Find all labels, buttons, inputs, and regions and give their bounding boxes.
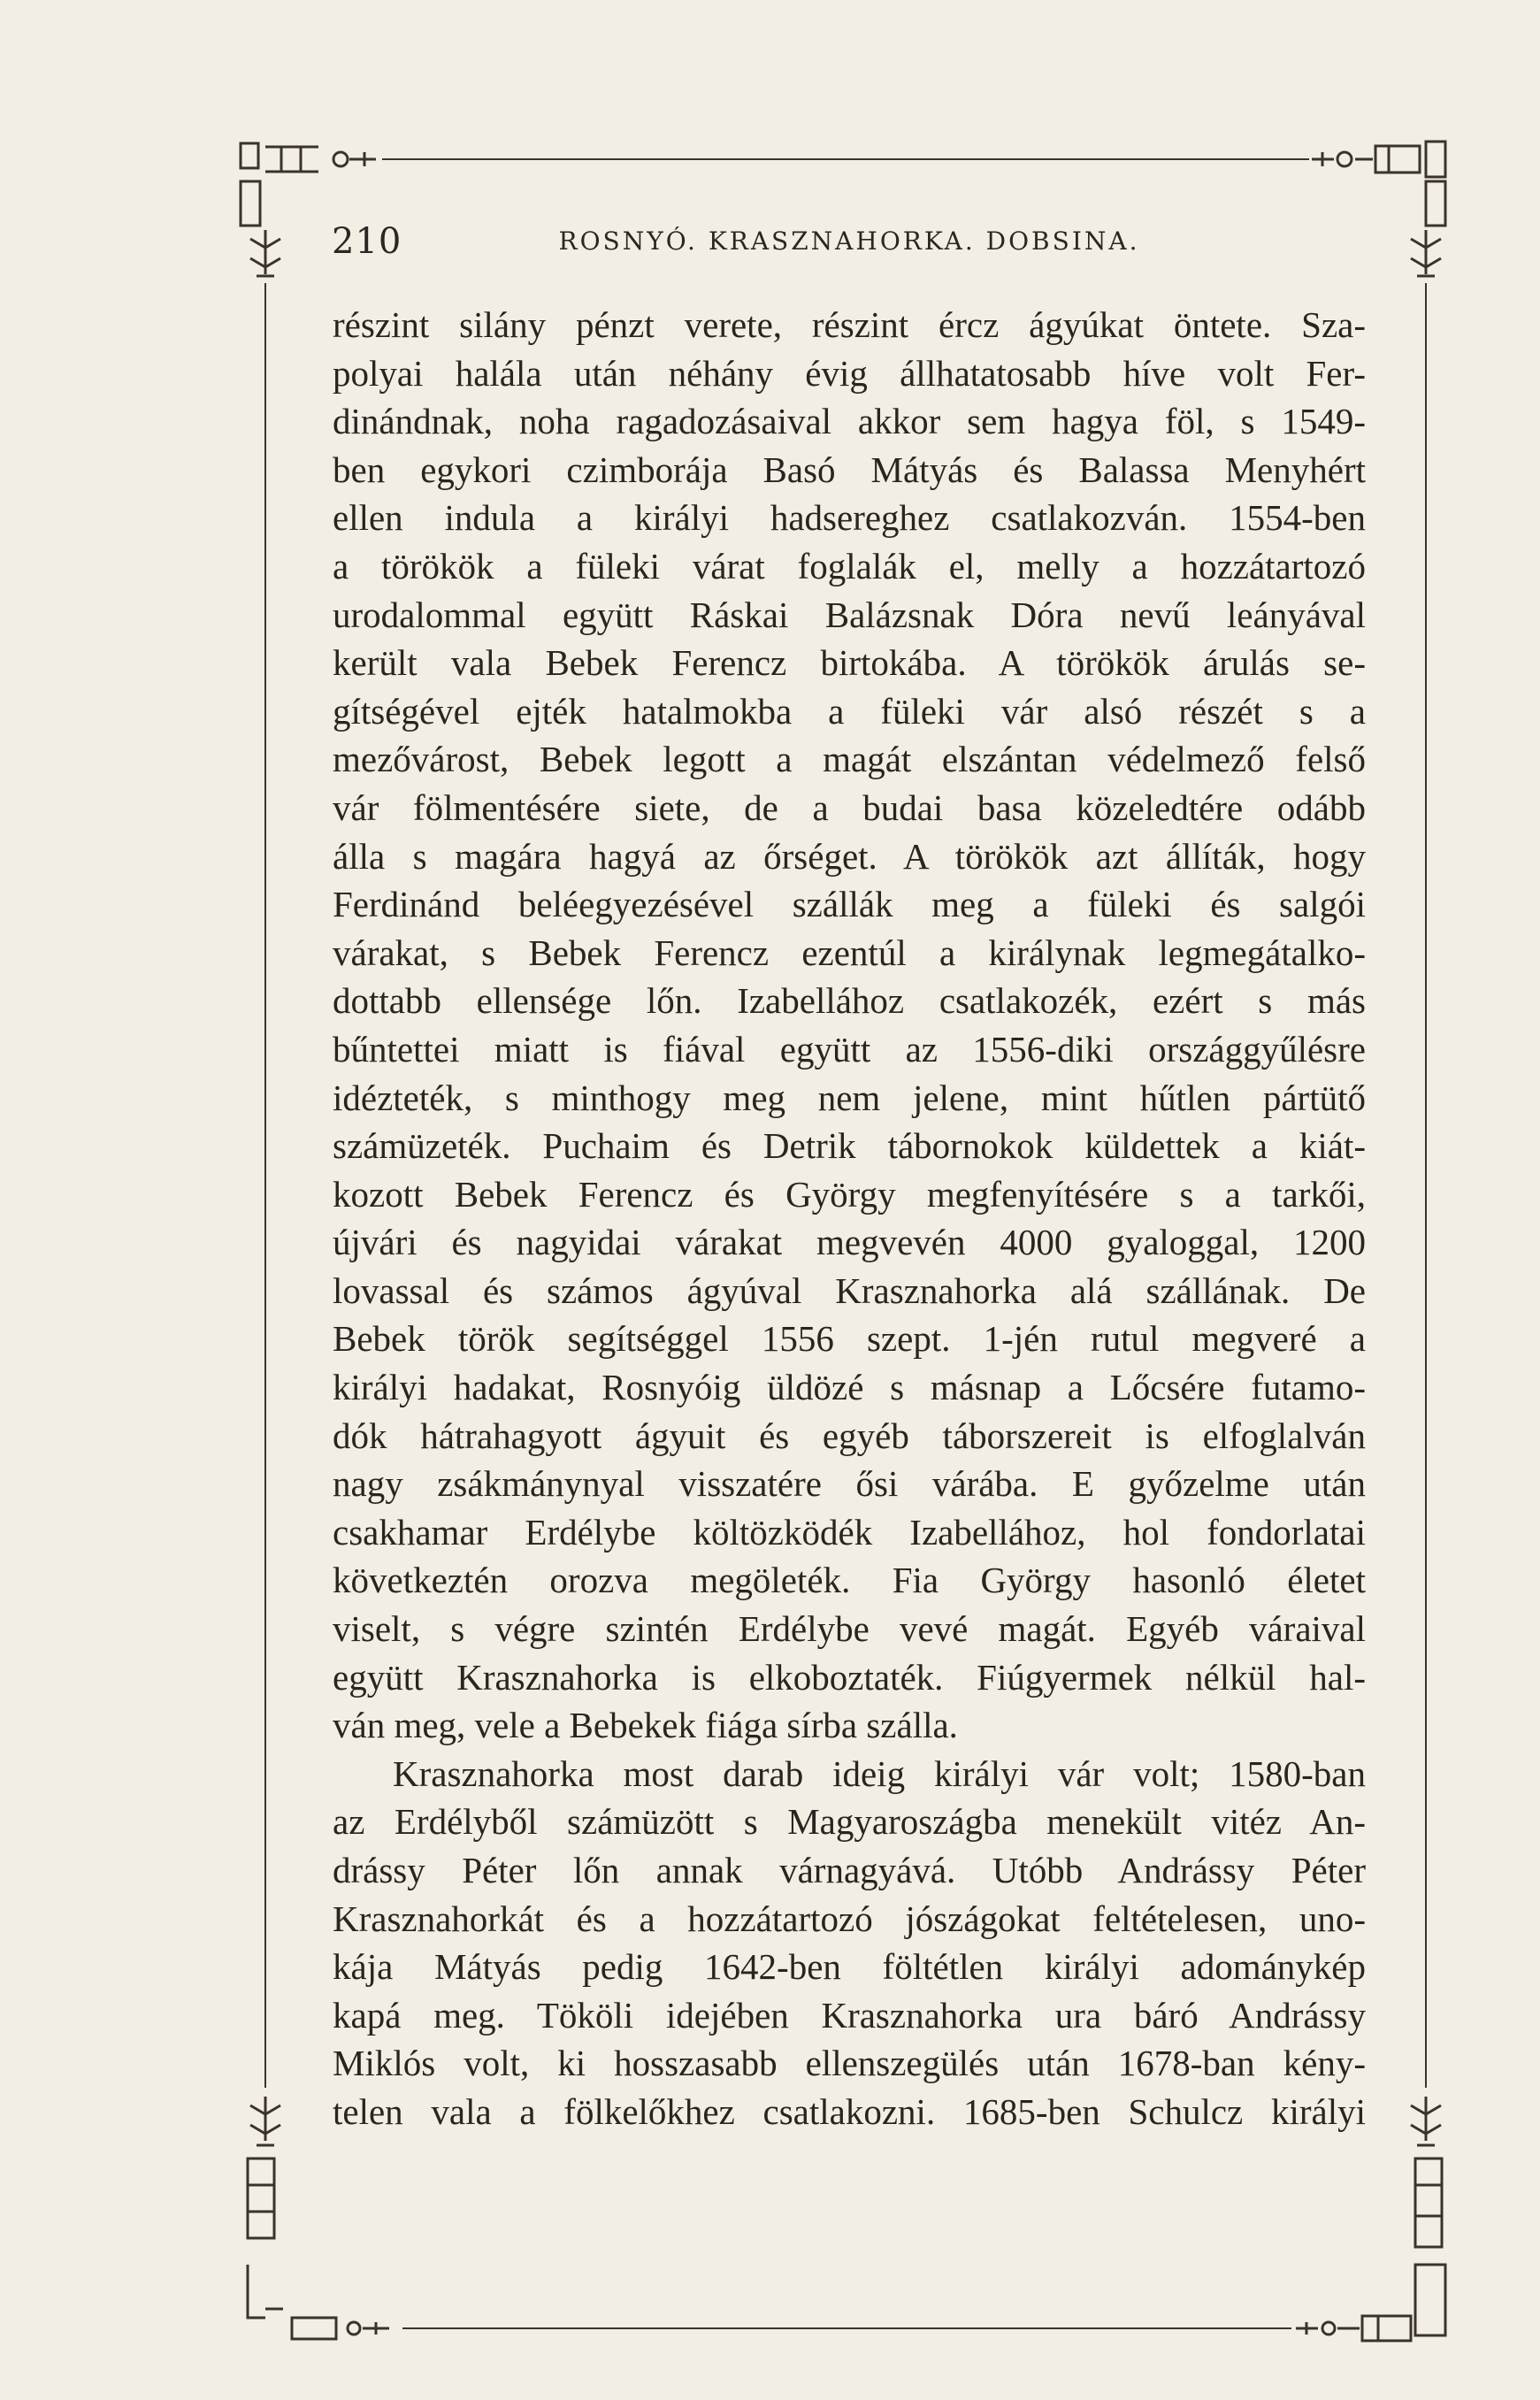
text-line: a törökök a füleki várat foglalák el, melly a hozzátartozó <box>333 545 1366 587</box>
text-line: kapá meg. Tököli idejében Krasznahorka ura báró Andrássy <box>333 1994 1366 2036</box>
text-line: ben egykori czimborája Basó Mátyás és Balassa Menyhért <box>333 449 1366 490</box>
text-line: várakat, s Bebek Ferencz ezentúl a királynak legmegátalko- <box>333 932 1366 973</box>
text-line: Ferdinánd beléegyezésével szállák meg a füleki és salgói <box>333 884 1366 925</box>
text-line: viselt, s végre szintén Erdélybe vevé magát. Egyéb váraival <box>333 1608 1366 1650</box>
text-line: dottabb ellensége lőn. Izabellához csatlakozék, ezért s más <box>333 980 1366 1022</box>
text-line: Bebek török segítséggel 1556 szept. 1-jén rutul megveré a <box>333 1318 1366 1360</box>
text-line: újvári és nagyidai várakat megvevén 4000 gyaloggal, 1200 <box>333 1222 1366 1263</box>
text-line: részint silány pénzt verete, részint ércz ágyúkat öntete. Sza- <box>333 304 1366 345</box>
text-line: drássy Péter lőn annak várnagyává. Utóbb Andrássy Péter <box>333 1850 1366 1890</box>
text-line: urodalommal együtt Ráskai Balázsnak Dóra nevű leányával <box>333 594 1366 635</box>
text-line: csakhamar Erdélybe költözködék Izabellához, hol fondorlatai <box>333 1511 1366 1553</box>
text-line: idézteték, s minthogy meg nem jelene, mint hűtlen pártütő <box>333 1077 1366 1118</box>
text-line: az Erdélyből számüzött s Magyaroszágba menekült vitéz An- <box>333 1801 1366 1843</box>
text-line: gítségével ejték hatalmokba a füleki vár alsó részét s a <box>333 690 1366 732</box>
text-line: Miklós volt, ki hosszasabb ellenszegülés után 1678-ban kény- <box>333 2043 1366 2084</box>
text-line: kozott Bebek Ferencz és György megfenyítésére s a tarkői, <box>333 1173 1366 1215</box>
text-line: polyai halála után néhány évig állhatatosabb híve volt Fer- <box>333 352 1366 394</box>
text-line: következtén orozva megöleték. Fia György hasonló életet <box>333 1560 1366 1601</box>
text-line: ellen indula a királyi hadsereghez csatlakozván. 1554-ben <box>333 497 1366 539</box>
text-line: lovassal és számos ágyúval Krasznahorka alá szállának. De <box>333 1269 1366 1311</box>
running-head: ROSNYÓ. KRASZNAHORKA. DOBSINA. <box>558 226 1140 256</box>
page-number: 210 <box>332 221 402 262</box>
text-line: került vala Bebek Ferencz birtokába. A törökök árulás se- <box>333 642 1366 684</box>
text-line: nagy zsákmánynyal visszatére ősi várába. E győzelme után <box>333 1463 1366 1505</box>
text-line: álla s magára hagyá az őrséget. A törökök azt állíták, hogy <box>333 835 1366 877</box>
text-line: vár fölmentésére siete, de a budai basa közeledtére odább <box>333 786 1366 828</box>
text-line: ván meg, vele a Bebekek fiága sírba szálla. <box>333 1705 958 1746</box>
text-line: királyi hadakat, Rosnyóig üldözé s másnap a Lőcsére futamo- <box>333 1367 1366 1408</box>
text-line: mezővárost, Bebek legott a magát elszántan védelmező felső <box>333 739 1366 780</box>
text-line: telen vala a fölkelőkhez csatlakozni. 1685-ben Schulcz királyi <box>333 2090 1366 2132</box>
text-line: együtt Krasznahorka is elkoboztaték. Fiúgyermek nélkül hal- <box>333 1656 1366 1698</box>
text-line: Krasznahorka most darab ideig királyi vár volt; 1580-ban <box>393 1752 1366 1794</box>
body-text <box>333 301 1366 2136</box>
text-line: bűntettei miatt is fiával együtt az 1556-diki országgyűlésre <box>333 1028 1366 1070</box>
text-line: Krasznahorkát és a hozzátartozó jószágokat feltételesen, uno- <box>333 1898 1366 1939</box>
text-line: dinándnak, noha ragadozásaival akkor sem hagya föl, s 1549- <box>333 401 1366 442</box>
page-header <box>332 221 1367 274</box>
text-line: dók hátrahagyott ágyuit és egyéb táborszereit is elfoglalván <box>333 1415 1366 1456</box>
text-line: kája Mátyás pedig 1642-ben föltétlen királyi adománykép <box>333 1946 1366 1988</box>
text-line: számüzeték. Puchaim és Detrik tábornokok küldettek a kiát- <box>333 1125 1366 1167</box>
